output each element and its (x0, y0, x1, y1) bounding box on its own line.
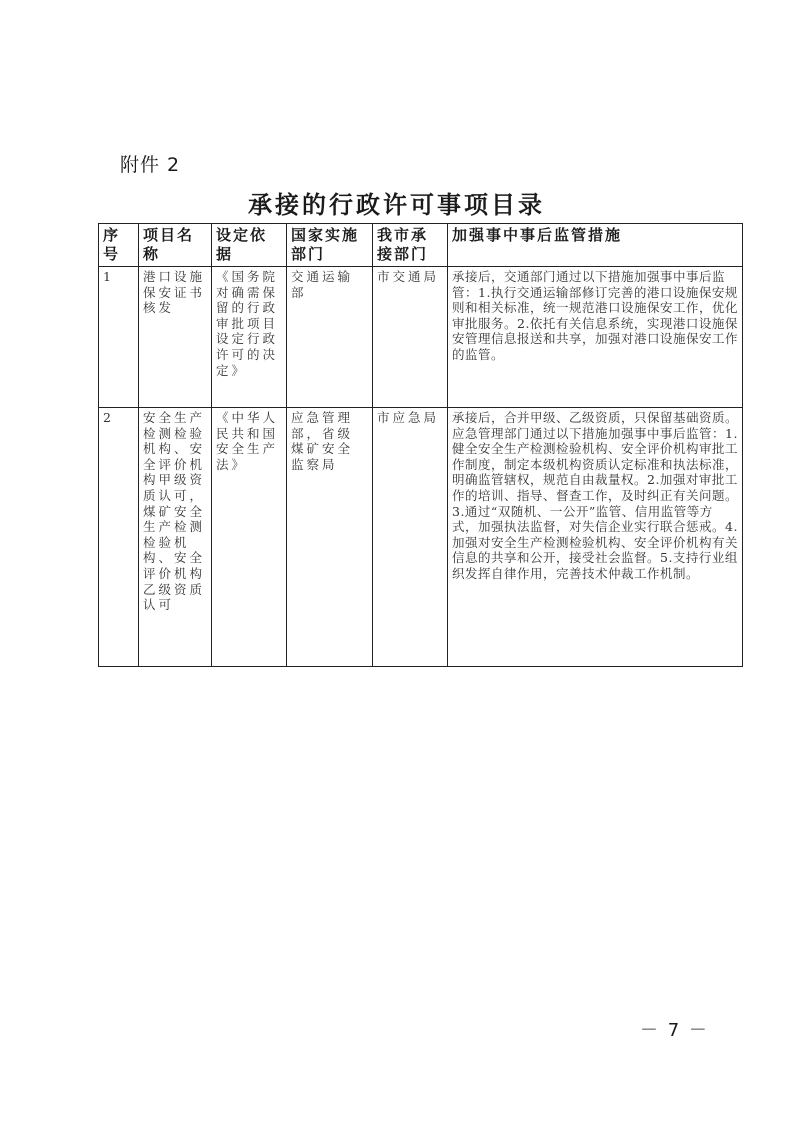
table-row (99, 267, 743, 408)
cell-no: 1 (99, 267, 139, 408)
attachment-label: 附件 2 (120, 154, 181, 176)
page-number: － 7 － (640, 1020, 709, 1041)
cell-measures: 承接后，合并甲级、乙级资质，只保留基础资质。应急管理部门通过以下措施加强事中事后监管：1.健全安全生产检测检验机构、安全评价机构审批工作制度，制定本级机构资质认定标准和执法标准，明确监管辖权，规范自由裁量权。2.加强对审批工作的培训、指导、督查工作，及时纠正有关问题。3.通过“双随机、一公开”监管、信用监管等方式，加强执法监督，对失信企业实行联合惩戒。4.加强对安全生产检测检验机构、安全评价机构有关信息的共享和公开，接受社会监督。5.支持行业组织发挥自律作用，完善技术仲裁工作机制。 (448, 408, 743, 667)
cell-city-dept: 市交通局 (373, 267, 448, 408)
table-header-row (99, 224, 743, 267)
cell-basis: 《国务院对确需保留的行政审批项目设定行政许可的决定》 (212, 267, 287, 408)
permit-catalog-table (98, 223, 743, 667)
cell-no: 2 (99, 408, 139, 667)
cell-national-dept: 应急管理部，省级煤矿安全监察局 (287, 408, 373, 667)
header-item-name: 项目名称 (139, 224, 212, 267)
cell-item-name: 港口设施保安证书核发 (139, 267, 212, 408)
cell-national-dept: 交通运输部 (287, 267, 373, 408)
cell-item-name: 安全生产检测检验机构、安全评价机构甲级资质认可，煤矿安全生产检测检验机构、安全评价机构乙级资质认可 (139, 408, 212, 667)
header-city-dept: 我市承接部门 (373, 224, 448, 267)
cell-city-dept: 市应急局 (373, 408, 448, 667)
header-measures: 加强事中事后监管措施 (448, 224, 743, 267)
header-no: 序号 (99, 224, 139, 267)
cell-basis: 《中华人民共和国安全生产法》 (212, 408, 287, 667)
cell-measures: 承接后，交通部门通过以下措施加强事中事后监管：1.执行交通运输部修订完善的港口设施保安规则和相关标准，统一规范港口设施保安工作，优化审批服务。2.依托有关信息系统，实现港口设施保安管理信息报送和共享，加强对港口设施保安工作的监管。 (448, 267, 743, 408)
header-national-dept: 国家实施部门 (287, 224, 373, 267)
document-title: 承接的行政许可事项目录 (248, 190, 545, 219)
table-row (99, 408, 743, 667)
header-basis: 设定依据 (212, 224, 287, 267)
